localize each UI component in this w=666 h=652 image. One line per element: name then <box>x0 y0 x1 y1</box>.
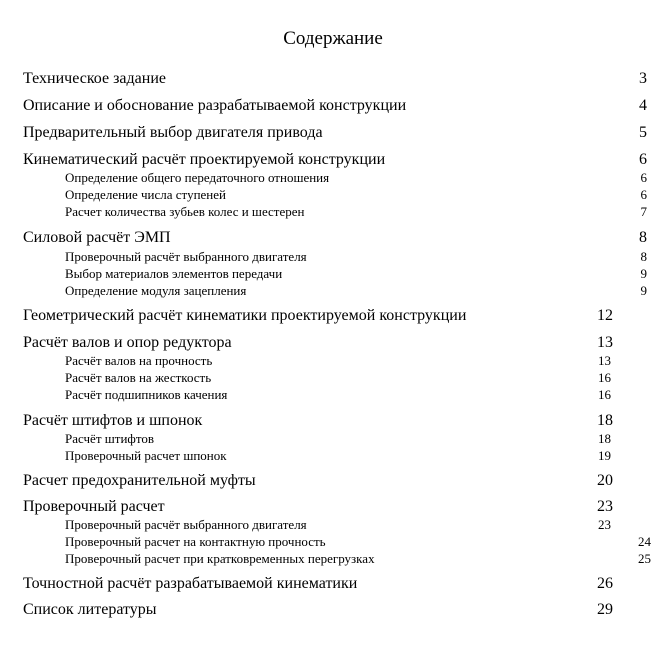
toc-entry: Геометрический расчёт кинематики проектируемой конструкции <box>23 307 467 324</box>
toc-entry: Проверочный расчет <box>23 498 165 515</box>
toc-page: 5 <box>639 124 647 141</box>
page-title: Содержание <box>283 28 383 49</box>
toc-page: 13 <box>598 353 611 368</box>
toc-page: 25 <box>638 551 651 566</box>
toc-subentry: Расчет количества зубьев колес и шестерен <box>65 204 305 219</box>
toc-page: 29 <box>597 601 613 618</box>
toc-subentry: Проверочный расчет при кратковременных перегрузках <box>65 551 375 566</box>
toc-page: 8 <box>639 229 647 246</box>
toc-page: 23 <box>598 517 611 532</box>
toc-page: 6 <box>640 170 647 185</box>
toc-page: 16 <box>598 370 611 385</box>
toc-page: 6 <box>640 187 647 202</box>
toc-page: 12 <box>597 307 613 324</box>
toc-page: 23 <box>597 498 613 515</box>
toc-entry: Точностной расчёт разрабатываемой кинематики <box>23 575 358 592</box>
toc-entry: Расчет предохранительной муфты <box>23 472 256 489</box>
toc-page: 18 <box>597 412 613 429</box>
toc-subentry: Проверочный расчет на контактную прочность <box>65 534 326 549</box>
toc-page: 20 <box>597 472 613 489</box>
toc-page: 7 <box>640 204 647 219</box>
toc-entry: Расчёт штифтов и шпонок <box>23 412 203 429</box>
toc-subentry: Расчёт подшипников качения <box>65 387 228 402</box>
toc-entry: Предварительный выбор двигателя привода <box>23 124 323 141</box>
toc-entry: Расчёт валов и опор редуктора <box>23 334 232 351</box>
toc-subentry: Расчёт валов на прочность <box>65 353 213 368</box>
toc-entry: Список литературы <box>23 601 157 618</box>
toc-subentry: Определение числа ступеней <box>65 187 226 202</box>
toc-subentry: Определение модуля зацепления <box>65 283 247 298</box>
toc-subentry: Расчёт штифтов <box>65 431 154 446</box>
toc-page: 13 <box>597 334 613 351</box>
toc-subentry: Выбор материалов элементов передачи <box>65 266 283 281</box>
toc-page: 8 <box>640 249 647 264</box>
toc-subentry: Проверочный расчёт выбранного двигателя <box>65 249 307 264</box>
toc-page: 16 <box>598 387 611 402</box>
toc-entry: Техническое задание <box>23 70 166 87</box>
toc-entry: Кинематический расчёт проектируемой конструкции <box>23 151 386 168</box>
toc-subentry: Определение общего передаточного отношения <box>65 170 330 185</box>
toc-page: 9 <box>640 283 647 298</box>
toc-page: 19 <box>598 448 611 463</box>
toc-page: 3 <box>639 70 647 87</box>
toc-subentry: Расчёт валов на жесткость <box>65 370 212 385</box>
toc-page: 6 <box>639 151 647 168</box>
toc-entry: Описание и обоснование разрабатываемой конструкции <box>23 97 407 114</box>
toc-entry: Силовой расчёт ЭМП <box>23 229 171 246</box>
toc-page: 26 <box>597 575 613 592</box>
toc-subentry: Проверочный расчет шпонок <box>65 448 227 463</box>
toc-page: 4 <box>639 97 647 114</box>
toc-page: 18 <box>598 431 611 446</box>
toc-subentry: Проверочный расчёт выбранного двигателя <box>65 517 307 532</box>
toc-page: 9 <box>640 266 647 281</box>
toc-page: 24 <box>638 534 651 549</box>
